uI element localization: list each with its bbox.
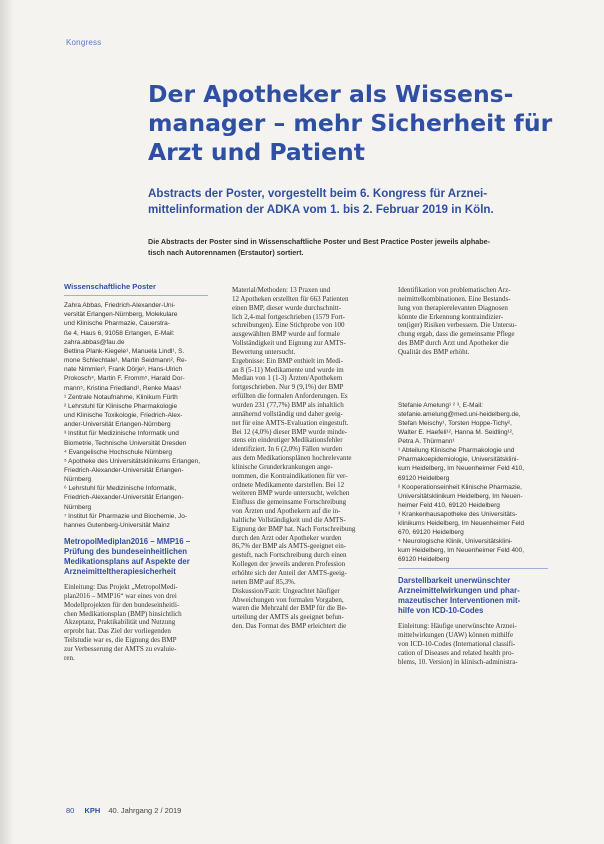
text-line: Teilstudie war es, die Eignung des BMP xyxy=(64,636,177,645)
author-affiliations xyxy=(64,301,208,530)
text-line: Darstellbarkeit unerwünschter xyxy=(398,576,511,586)
text-line: 670, 69120 Heidelberg xyxy=(398,529,464,537)
text-line: Qualität des BMP erhöht. xyxy=(398,347,470,356)
text-line: von Ärzten und Apothekern auf die in- xyxy=(232,507,341,516)
text-line: identifiziert. In 6 (2,0%) Fällen wurden xyxy=(232,445,343,454)
text-line: Arzneimitteltherapiesicherheit xyxy=(64,567,176,577)
text-line: Akzeptanz, Praktikabilität und Nutzung xyxy=(64,618,176,627)
text-line: ¹ Zentrale Notaufnahme, Klinikum Fürth xyxy=(64,393,178,401)
text-line: Einleitung: Häufige unerwünschte Arznei- xyxy=(398,622,517,631)
text-line: Prüfung des bundeseinheitlichen xyxy=(64,547,188,557)
abstract-body xyxy=(64,583,208,663)
text-line: ausgewählten BMP wurde auf formale xyxy=(232,330,340,339)
abstract-body xyxy=(398,622,548,666)
text-line: heimer Feld 410, 69120 Heidelberg xyxy=(398,501,500,509)
text-line: Universitätsklinikum Heidelberg, Im Neuen- xyxy=(398,492,523,500)
article-subtitle xyxy=(148,186,558,218)
text-line: Median von 1 (1-3) Ärzten/Apothekern xyxy=(232,374,343,383)
abstract-title xyxy=(64,537,208,577)
column-right xyxy=(398,286,548,667)
text-line: ⁵ Apotheke des Universitätsklinikums Erlangen, xyxy=(64,457,201,465)
text-line: haltliche Vollständigkeit und die AMTS- xyxy=(232,515,346,524)
text-line: Abweichungen von formalen Vorgaben, xyxy=(232,595,344,604)
text-line: ³ Krankenhausapotheke des Universitäts- xyxy=(398,510,518,518)
text-line: lich 2,4-mal fortgeschrieben (1579 Fort- xyxy=(232,312,345,321)
article-title xyxy=(148,80,568,167)
text-line: schreibungen). Eine Stichprobe von 100 xyxy=(232,321,345,330)
text-line: Bewertung untersucht. xyxy=(232,347,296,356)
text-line: ⁷ Institut für Pharmazie und Biochemie, Jo- xyxy=(64,512,188,520)
text-line: von ICD-10-Codes (International classifi- xyxy=(398,640,516,649)
text-line: Friedrich-Alexander-Universität Erlangen- xyxy=(64,466,184,474)
text-line: stefanie.amelung@med.uni-heidelberg.de, xyxy=(398,410,521,418)
text-line: Eignung der BMP hat. Nach Fortschreibung xyxy=(232,524,356,533)
text-line: MetropolMediplan2016 – MMP16 – xyxy=(64,537,191,547)
text-line: ten(iger) Risiken verbessern. Die Untersu- xyxy=(398,321,517,330)
text-line: urteilung der AMTS als geeignet befun- xyxy=(232,613,344,622)
divider xyxy=(398,568,548,569)
section-label: Kongress xyxy=(66,38,102,47)
title-line: Der Apotheker als Wissens- xyxy=(148,80,514,108)
text-line: plan2016 – MMP16“ war eines von drei xyxy=(64,591,177,600)
text-line: Stefan Meischy¹, Torsten Hoppe-Tichy², xyxy=(398,419,512,427)
text-line: Bei 12 (4,0%) dieser BMP wurde minde- xyxy=(232,427,348,436)
text-line: 69120 Heidelberg xyxy=(398,474,450,482)
text-line: Pharmakoepidemiologie, Universitätsklini- xyxy=(398,456,519,464)
abstract-body xyxy=(398,286,548,357)
text-line: Vollständigkeit und Eignung zur AMTS- xyxy=(232,339,346,348)
text-line: an 8 (5-11) Medikamente und wurde im xyxy=(232,365,344,374)
text-line: 86,7% der BMP als AMTS-geeignet ein- xyxy=(232,542,347,551)
text-line: hilfe von ICD-10-Codes xyxy=(398,606,484,616)
text-line: nate Nimmler³, Frank Dörje³, Hans-Ulrich xyxy=(64,366,183,374)
text-line: stens ein eindeutiger Medikationsfehler xyxy=(232,436,343,445)
text-line: ⁴ Evangelische Hochschule Nürnberg xyxy=(64,448,172,456)
text-line: Einleitung: Das Projekt „MetropolMedi- xyxy=(64,583,178,592)
column-heading: Wissenschaftliche Poster xyxy=(64,282,208,296)
page-number: 80 xyxy=(66,806,75,815)
text-line: Identifikation von problematischen Arz- xyxy=(398,286,511,294)
text-line: ² Lehrstuhl für Klinische Pharmakologie xyxy=(64,402,178,410)
text-line: ordnete Medikamente darstellen. Bei 12 xyxy=(232,480,345,489)
text-line: neten BMP auf 85,3%. xyxy=(232,577,296,586)
article-intro xyxy=(148,236,558,258)
text-line: wurden 231 (77,7%) BMP als inhaltlich xyxy=(232,400,344,409)
text-line: und Klinische Pharmazie, Cauerstra- xyxy=(64,320,170,328)
issue-info: 40. Jahrgang 2 / 2019 xyxy=(108,806,182,815)
text-line: kum Heidelberg, Im Neuenheimer Feld 410, xyxy=(398,465,525,473)
abstract-title xyxy=(398,576,548,616)
text-line: lung von therapierelevanten Diagnosen xyxy=(398,303,508,312)
text-line: Bettina Plank-Kiegele¹, Manuela Lindl¹, S. xyxy=(64,347,185,355)
text-line: Stefanie Amelung¹ ² ³, E-Mail: xyxy=(398,401,483,409)
text-line: net für eine AMTS-Evaluation eingestuft. xyxy=(232,418,349,427)
text-line: 69120 Heidelberg xyxy=(398,556,450,564)
text-line: durch den Arzt oder Apotheker wurden xyxy=(232,533,342,542)
text-line: Medikationsplans auf Aspekte der xyxy=(64,557,190,567)
text-line: chen Medikationsplan (BMP) hinsichtlich xyxy=(64,609,182,618)
text-line: Kollegen der jeweils anderen Profession xyxy=(232,560,346,569)
title-line: manager – mehr Sicherheit für xyxy=(148,109,553,137)
text-line: ³ Institut für Medizinische Informatik und xyxy=(64,430,179,438)
text-line: zur Verbesserung der AMTS zu evaluie- xyxy=(64,644,177,653)
text-line: ¹ Abteilung Klinische Pharmakologie und xyxy=(398,447,515,455)
text-line: Modellprojekten für den bundeseinheitli- xyxy=(64,600,180,609)
text-line: versität Erlangen-Nürnberg, Molekulare xyxy=(64,311,178,319)
text-line: blems, 10. Version) in klinisch-administra- xyxy=(398,657,518,666)
text-line: klinische Grunderkrankungen ange- xyxy=(232,462,333,471)
text-line: Petra A. Thürmann¹ xyxy=(398,438,455,446)
text-line: chung ergab, dass die gemeinsame Pflege xyxy=(398,330,515,339)
text-line: klinikums Heidelberg, Im Neuenheimer Feld xyxy=(398,519,525,527)
author-affiliations xyxy=(398,401,548,565)
text-line: nommen, die Kontraindikationen für ver- xyxy=(232,471,348,480)
column-middle xyxy=(232,286,376,631)
column-left xyxy=(64,282,208,663)
text-line: annähernd vollständig und daher geeig- xyxy=(232,409,343,418)
text-line: könnte die Erkennung kontraindizier- xyxy=(398,312,504,321)
text-line: Zahra Abbas, Friedrich-Alexander-Uni- xyxy=(64,302,176,310)
text-line: kum Heidelberg, Im Neuenheimer Feld 400, xyxy=(398,547,525,555)
text-line: des BMP durch Arzt und Apotheker die xyxy=(398,339,509,348)
text-line: cation of Diseases and related health pro- xyxy=(398,648,514,657)
text-line: mone Schlechtale¹, Martin Seidmann², Re- xyxy=(64,357,187,365)
text-line: erfüllten die formalen Anforderungen. Es xyxy=(232,392,348,401)
text-line: Ergebnisse: Ein BMP enthielt im Medi- xyxy=(232,356,344,365)
intro-line: tisch nach Autorennamen (Erstautor) sortiert. xyxy=(148,248,304,257)
text-line: ander-Universität Erlangen-Nürnberg xyxy=(64,421,171,429)
text-line: mittelwirkungen (UAW) können mithilfe xyxy=(398,631,514,640)
subtitle-line: Abstracts der Poster, vorgestellt beim 6. Kongress für Arznei- xyxy=(148,187,488,200)
intro-line: Die Abstracts der Poster sind in Wissenschaftliche Poster und Best Practice Poster jeweils alphabe- xyxy=(148,237,490,246)
page-footer xyxy=(66,806,181,815)
text-line: gestuft, nach Fortschreibung durch einen xyxy=(232,551,347,560)
text-line: waren die Mehrzahl der BMP für die Be- xyxy=(232,604,348,613)
text-line: einen BMP, dieser wurde durchschnitt- xyxy=(232,303,342,312)
text-line: ße 4, Haus 6, 91058 Erlangen, E-Mail: xyxy=(64,329,175,337)
text-line: mazeutischer Interventionen mit- xyxy=(398,596,521,606)
text-line: Nürnberg xyxy=(64,476,92,484)
text-line: ⁴ Neurologische Klinik, Universitätsklini- xyxy=(398,538,513,546)
text-line: fortgeschrieben. Nur 9 (9,1%) der BMP xyxy=(232,383,344,392)
text-line: erhöhte sich der Anteil der AMTS-geeig- xyxy=(232,569,347,577)
text-line: Einfluss die gemeinsame Fortschreibung xyxy=(232,498,347,507)
text-line: und Klinische Toxikologie, Friedrich-Alex- xyxy=(64,412,183,420)
text-line: Biometrie, Technische Universität Dresden xyxy=(64,439,187,447)
text-line: Diskussion/Fazit: Ungeachtet häufiger xyxy=(232,586,340,595)
text-line: Material/Methoden: 13 Praxen und xyxy=(232,286,331,294)
text-line: weiteren BMP wurde untersucht, welchen xyxy=(232,489,350,498)
text-line: Walter E. Haefeli¹², Hanna M. Seidling¹², xyxy=(398,429,514,437)
text-line: ren. xyxy=(64,653,75,662)
text-line: Friedrich-Alexander-Universität Erlangen- xyxy=(64,494,184,502)
text-line: neimittelkombinationen. Eine Bestands- xyxy=(398,294,511,303)
subtitle-line: mittelinformation der ADKA vom 1. bis 2. Februar 2019 in Köln. xyxy=(148,203,494,216)
text-line: hannes Gutenberg-Universität Mainz xyxy=(64,521,170,529)
journal-logo: KPH xyxy=(84,806,101,815)
text-line: ⁶ Lehrstuhl für Medizinische Informatik, xyxy=(64,485,177,493)
page-edge-shadow xyxy=(0,0,14,844)
text-line: 12 Apotheken erstellten für 663 Patienten xyxy=(232,294,349,303)
text-line: ² Kooperationseinheit Klinische Pharmazie, xyxy=(398,483,522,491)
text-line: erprobt hat. Das Ziel der vorliegenden xyxy=(64,627,171,636)
text-line: Prokosch⁴, Martin F. Fromm⁵, Harald Dor- xyxy=(64,375,185,383)
text-line: aus dem Medikationsplänen hochrelevante xyxy=(232,454,352,463)
text-line: Nürnberg xyxy=(64,503,92,511)
text-line: den. Das Format des BMP erleichtert die xyxy=(232,622,347,631)
text-line: zahra.abbas@fau.de xyxy=(64,338,125,346)
title-line: Arzt und Patient xyxy=(148,138,365,166)
text-line: Arzneimittelwirkungen und phar- xyxy=(398,586,520,596)
text-line: mann⁵, Kristina Friedland¹, Renke Maas¹ xyxy=(64,384,182,392)
abstract-body xyxy=(232,286,376,631)
